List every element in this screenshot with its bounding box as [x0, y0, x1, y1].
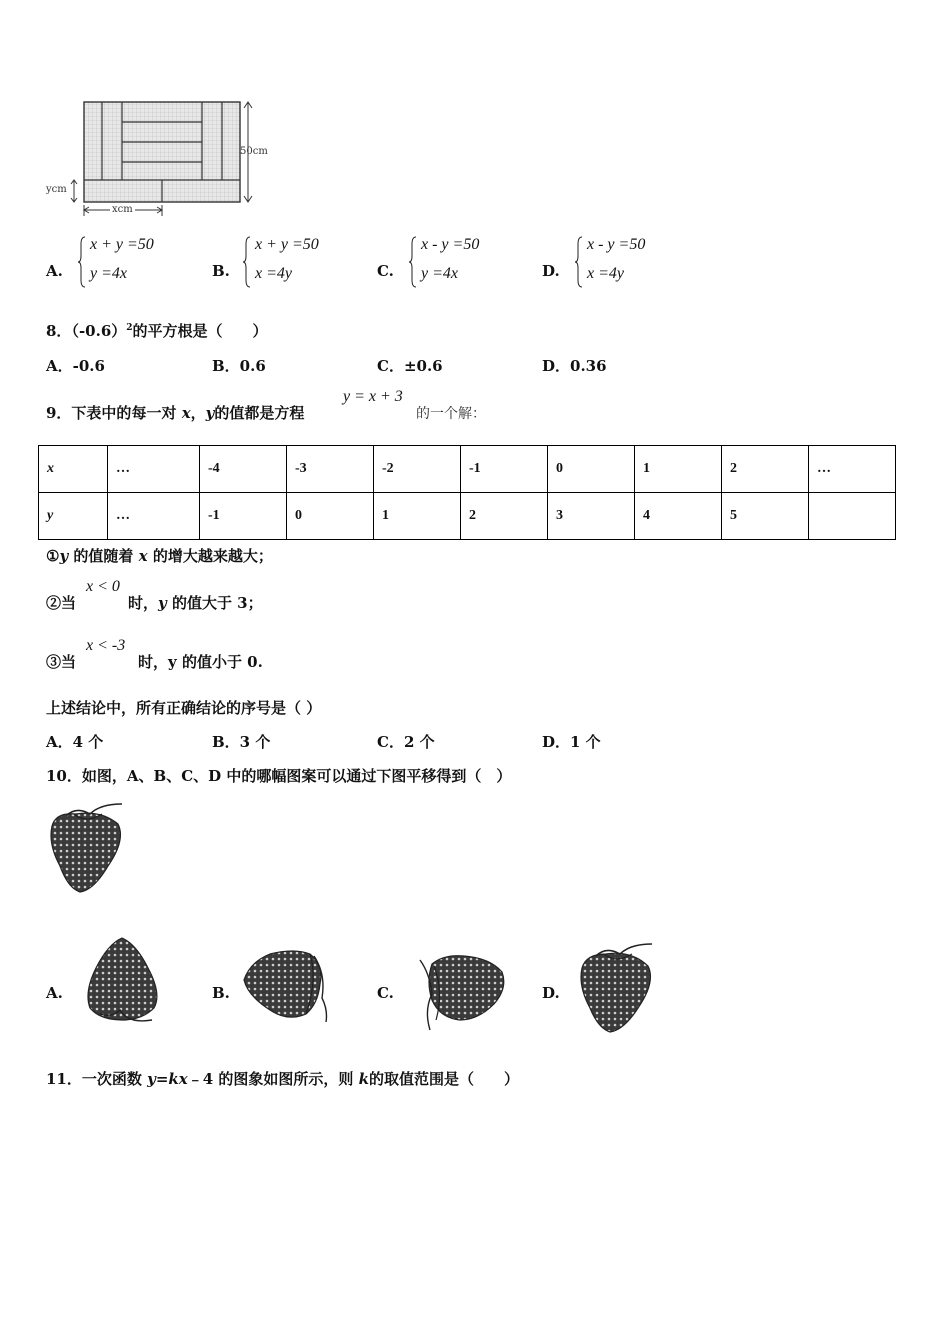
s1-pre: ① — [46, 547, 60, 565]
table-cell: 5 — [722, 493, 809, 540]
table-cell: 0 — [548, 446, 635, 493]
s1-y: y — [59, 547, 69, 565]
q10-question: 10．如图，A、B、C、D 中的哪幅图案可以通过下图平移得到（ ） — [46, 767, 512, 785]
q11-k: k — [358, 1070, 370, 1088]
q10-label-a: A. — [46, 984, 63, 1002]
table-cell: -1 — [200, 493, 287, 540]
q7-c-line1: x - y =50 — [421, 236, 480, 253]
strawberry-option-b-icon[interactable] — [240, 944, 335, 1024]
q8-question — [46, 320, 268, 341]
table-cell: 3 — [548, 493, 635, 540]
table-row — [39, 446, 896, 493]
table-cell: 2 — [461, 493, 548, 540]
label-xcm: xcm — [112, 204, 133, 215]
table-cell: -4 — [200, 446, 287, 493]
q9-y: y — [205, 404, 215, 422]
q7-b-line2: x =4y — [255, 265, 292, 282]
s1-end: 的增大越来越大； — [147, 547, 273, 565]
q9-statement-2-cond: x < 0 — [86, 578, 120, 595]
table-cell: 1 — [635, 446, 722, 493]
table-cell: x — [39, 446, 108, 493]
s1-mid: 的值随着 — [68, 547, 134, 565]
rectangle-figure — [44, 96, 284, 226]
brace-icon — [575, 236, 583, 288]
table-cell: 4 — [635, 493, 722, 540]
q7-option-a-letter: A. — [46, 262, 63, 280]
q11-func: y=kx — [147, 1070, 188, 1088]
table-cell — [809, 493, 896, 540]
table-cell: 1 — [374, 493, 461, 540]
q9-comma: ， — [190, 404, 206, 422]
q9-statement-1 — [46, 545, 273, 566]
q8-exponent: 2 — [126, 323, 133, 333]
q7-option-d-letter: D. — [542, 262, 560, 280]
table-cell: -3 — [287, 446, 374, 493]
q8-option-c[interactable]: C．±0.6 — [377, 357, 443, 375]
q7-c-line2: y =4x — [421, 265, 458, 282]
q9-question — [46, 402, 304, 423]
q11-question — [46, 1068, 519, 1089]
q9-statement-3-cond: x < -3 — [86, 637, 126, 654]
q7-d-line2: x =4y — [587, 265, 624, 282]
strawberry-option-d-icon[interactable] — [576, 938, 656, 1033]
q10-label-c: C. — [377, 984, 394, 1002]
q7-d-line1: x - y =50 — [587, 236, 646, 253]
strawberry-option-c-icon[interactable] — [414, 944, 509, 1032]
q9-x: x — [181, 404, 191, 422]
q9-prompt: 上述结论中，所有正确结论的序号是（ ） — [46, 699, 322, 717]
s2-end: 的值大于 3； — [166, 594, 263, 612]
q8-option-d[interactable]: D．0.36 — [542, 357, 607, 375]
q7-a-line1: x + y =50 — [90, 236, 154, 253]
label-ycm: ycm — [46, 184, 67, 195]
q9-equation: y = x + 3 — [343, 388, 403, 405]
q10-label-d: D. — [542, 984, 560, 1002]
strawberry-icon — [46, 800, 126, 895]
q10-label-b: B. — [212, 984, 230, 1002]
q9-text-mid: 的值都是方程 — [214, 404, 305, 422]
table-cell: 0 — [287, 493, 374, 540]
q7-option-c-letter: C. — [377, 262, 394, 280]
strawberry-option-a-icon[interactable] — [82, 934, 162, 1029]
q9-statement-2-rest — [128, 592, 263, 613]
table-cell: … — [809, 446, 896, 493]
label-50cm: 50cm — [240, 146, 268, 157]
q9-statement-3-rest: 时，y 的值小于 0. — [138, 653, 263, 671]
brace-icon — [78, 236, 86, 288]
brace-icon — [243, 236, 251, 288]
q7-option-b-letter: B. — [212, 262, 230, 280]
q9-text-end: 的一个解： — [416, 406, 486, 422]
q9-number: 9．下表中的每一对 — [46, 404, 177, 422]
q9-option-b[interactable]: B．3 个 — [212, 733, 271, 751]
table-cell: -2 — [374, 446, 461, 493]
table-cell: … — [108, 446, 200, 493]
q9-option-d[interactable]: D．1 个 — [542, 733, 601, 751]
brace-icon — [409, 236, 417, 288]
s1-x: x — [138, 547, 148, 565]
q9-statement-3-pre: ③当 — [46, 653, 77, 671]
q8-base: （-0.6） — [71, 322, 127, 340]
q8-text: 的平方根是（ ） — [132, 322, 268, 340]
q8-option-b[interactable]: B．0.6 — [212, 357, 266, 375]
q7-b-line1: x + y =50 — [255, 236, 319, 253]
q9-option-c[interactable]: C．2 个 — [377, 733, 435, 751]
s2-y: y — [158, 594, 167, 612]
q7-a-line2: y =4x — [90, 265, 127, 282]
q11-pre: 11．一次函数 — [46, 1070, 142, 1088]
q9-option-a[interactable]: A．4 个 — [46, 733, 104, 751]
table-row — [39, 493, 896, 540]
q11-rest: ﹣4 的图象如图所示，则 — [187, 1070, 354, 1088]
q8-number: 8． — [46, 322, 72, 340]
table-cell: -1 — [461, 446, 548, 493]
q8-option-a[interactable]: A．-0.6 — [46, 357, 105, 375]
table-cell: y — [39, 493, 108, 540]
s2-mid: 时， — [128, 594, 159, 612]
q9-table — [38, 445, 896, 540]
q9-statement-2-pre: ②当 — [46, 594, 77, 612]
q11-end: 的取值范围是（ ） — [369, 1070, 520, 1088]
table-cell: … — [108, 493, 200, 540]
table-cell: 2 — [722, 446, 809, 493]
